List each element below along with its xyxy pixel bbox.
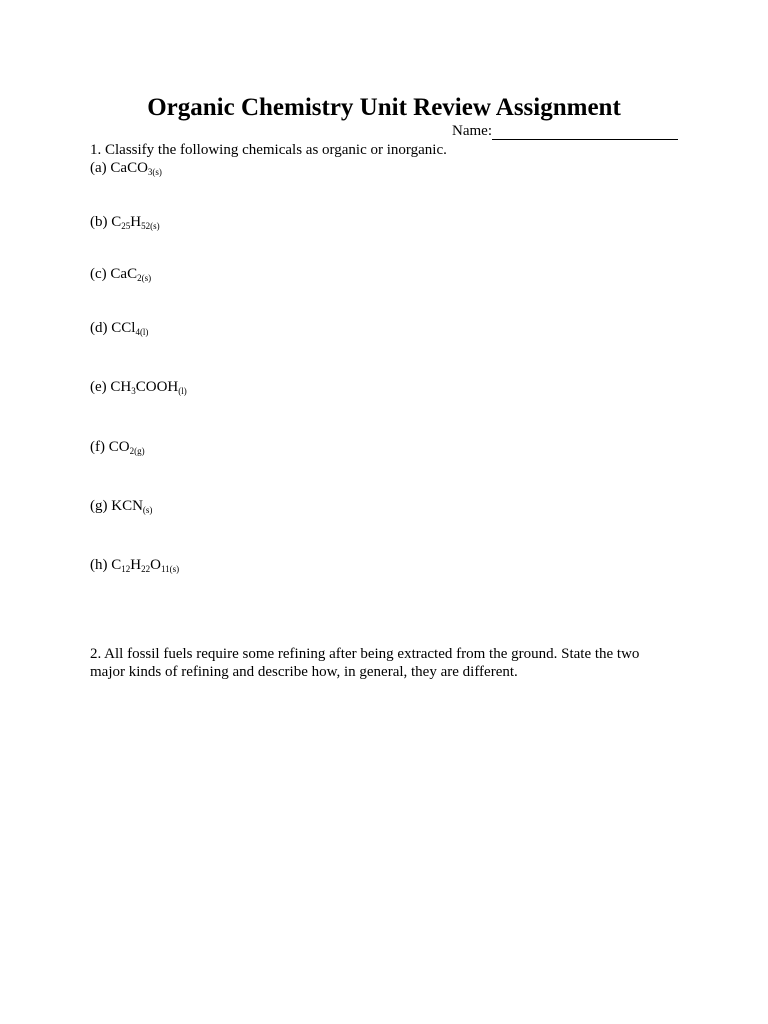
formula-element: CaC — [110, 266, 138, 282]
formula-element: H — [130, 214, 142, 230]
item-label: (c) — [90, 266, 111, 282]
question-1-item-e — [90, 378, 187, 396]
item-label: (e) — [90, 379, 111, 395]
question-1-item-b — [90, 213, 160, 231]
formula-subscript: (s) — [142, 505, 153, 515]
item-label: (f) — [90, 439, 109, 455]
question-1-item-c — [90, 265, 151, 283]
formula-subscript: 3 — [131, 386, 136, 396]
chemical-formula — [110, 379, 186, 395]
chemical-formula — [110, 266, 151, 282]
chemical-formula — [111, 320, 148, 336]
formula-subscript: 25 — [121, 221, 131, 231]
chemical-formula — [110, 160, 162, 176]
question-1-item-h — [90, 556, 179, 574]
formula-element: CO — [108, 439, 130, 455]
chemical-formula — [111, 557, 179, 573]
formula-element: C — [111, 557, 122, 573]
document-title: Organic Chemistry Unit Review Assignment — [147, 94, 621, 121]
formula-element: H — [130, 557, 142, 573]
formula-element: C — [111, 214, 122, 230]
formula-subscript: 2(s) — [137, 273, 152, 283]
formula-element: CH — [110, 379, 132, 395]
name-field — [452, 122, 678, 140]
question-1-item-g — [90, 497, 152, 515]
formula-subscript: 3(s) — [147, 167, 162, 177]
formula-subscript: 11(s) — [160, 564, 180, 574]
formula-element: O — [150, 557, 161, 573]
chemical-formula — [111, 498, 152, 514]
formula-subscript: (l) — [178, 386, 187, 396]
item-label: (h) — [90, 557, 112, 573]
question-2-prompt: 2. All fossil fuels require some refining after being extracted from the ground. State the two major kinds of refining and describe how, in general, they are different. — [90, 646, 640, 680]
formula-subscript: 2(g) — [129, 446, 145, 456]
item-label: (b) — [90, 214, 112, 230]
formula-subscript: 4(l) — [135, 327, 149, 337]
formula-subscript: 12 — [121, 564, 131, 574]
item-label: (a) — [90, 160, 111, 176]
chemical-formula — [109, 439, 145, 455]
formula-element: CaCO — [110, 160, 148, 176]
formula-element: COOH — [135, 379, 179, 395]
chemical-formula — [111, 214, 159, 230]
formula-element: KCN — [111, 498, 143, 514]
question-1-item-f — [90, 438, 145, 456]
question-1-prompt: 1. Classify the following chemicals as organic or inorganic. — [90, 142, 447, 158]
formula-element: CCl — [111, 320, 136, 336]
item-label: (g) — [90, 498, 112, 514]
name-label: Name: — [452, 123, 492, 139]
formula-subscript: 52(s) — [141, 221, 160, 231]
question-1-item-d — [90, 319, 148, 337]
item-label: (d) — [90, 320, 112, 336]
name-blank-line[interactable] — [492, 124, 678, 140]
formula-subscript: 22 — [141, 564, 151, 574]
question-1-item-a — [90, 159, 162, 177]
